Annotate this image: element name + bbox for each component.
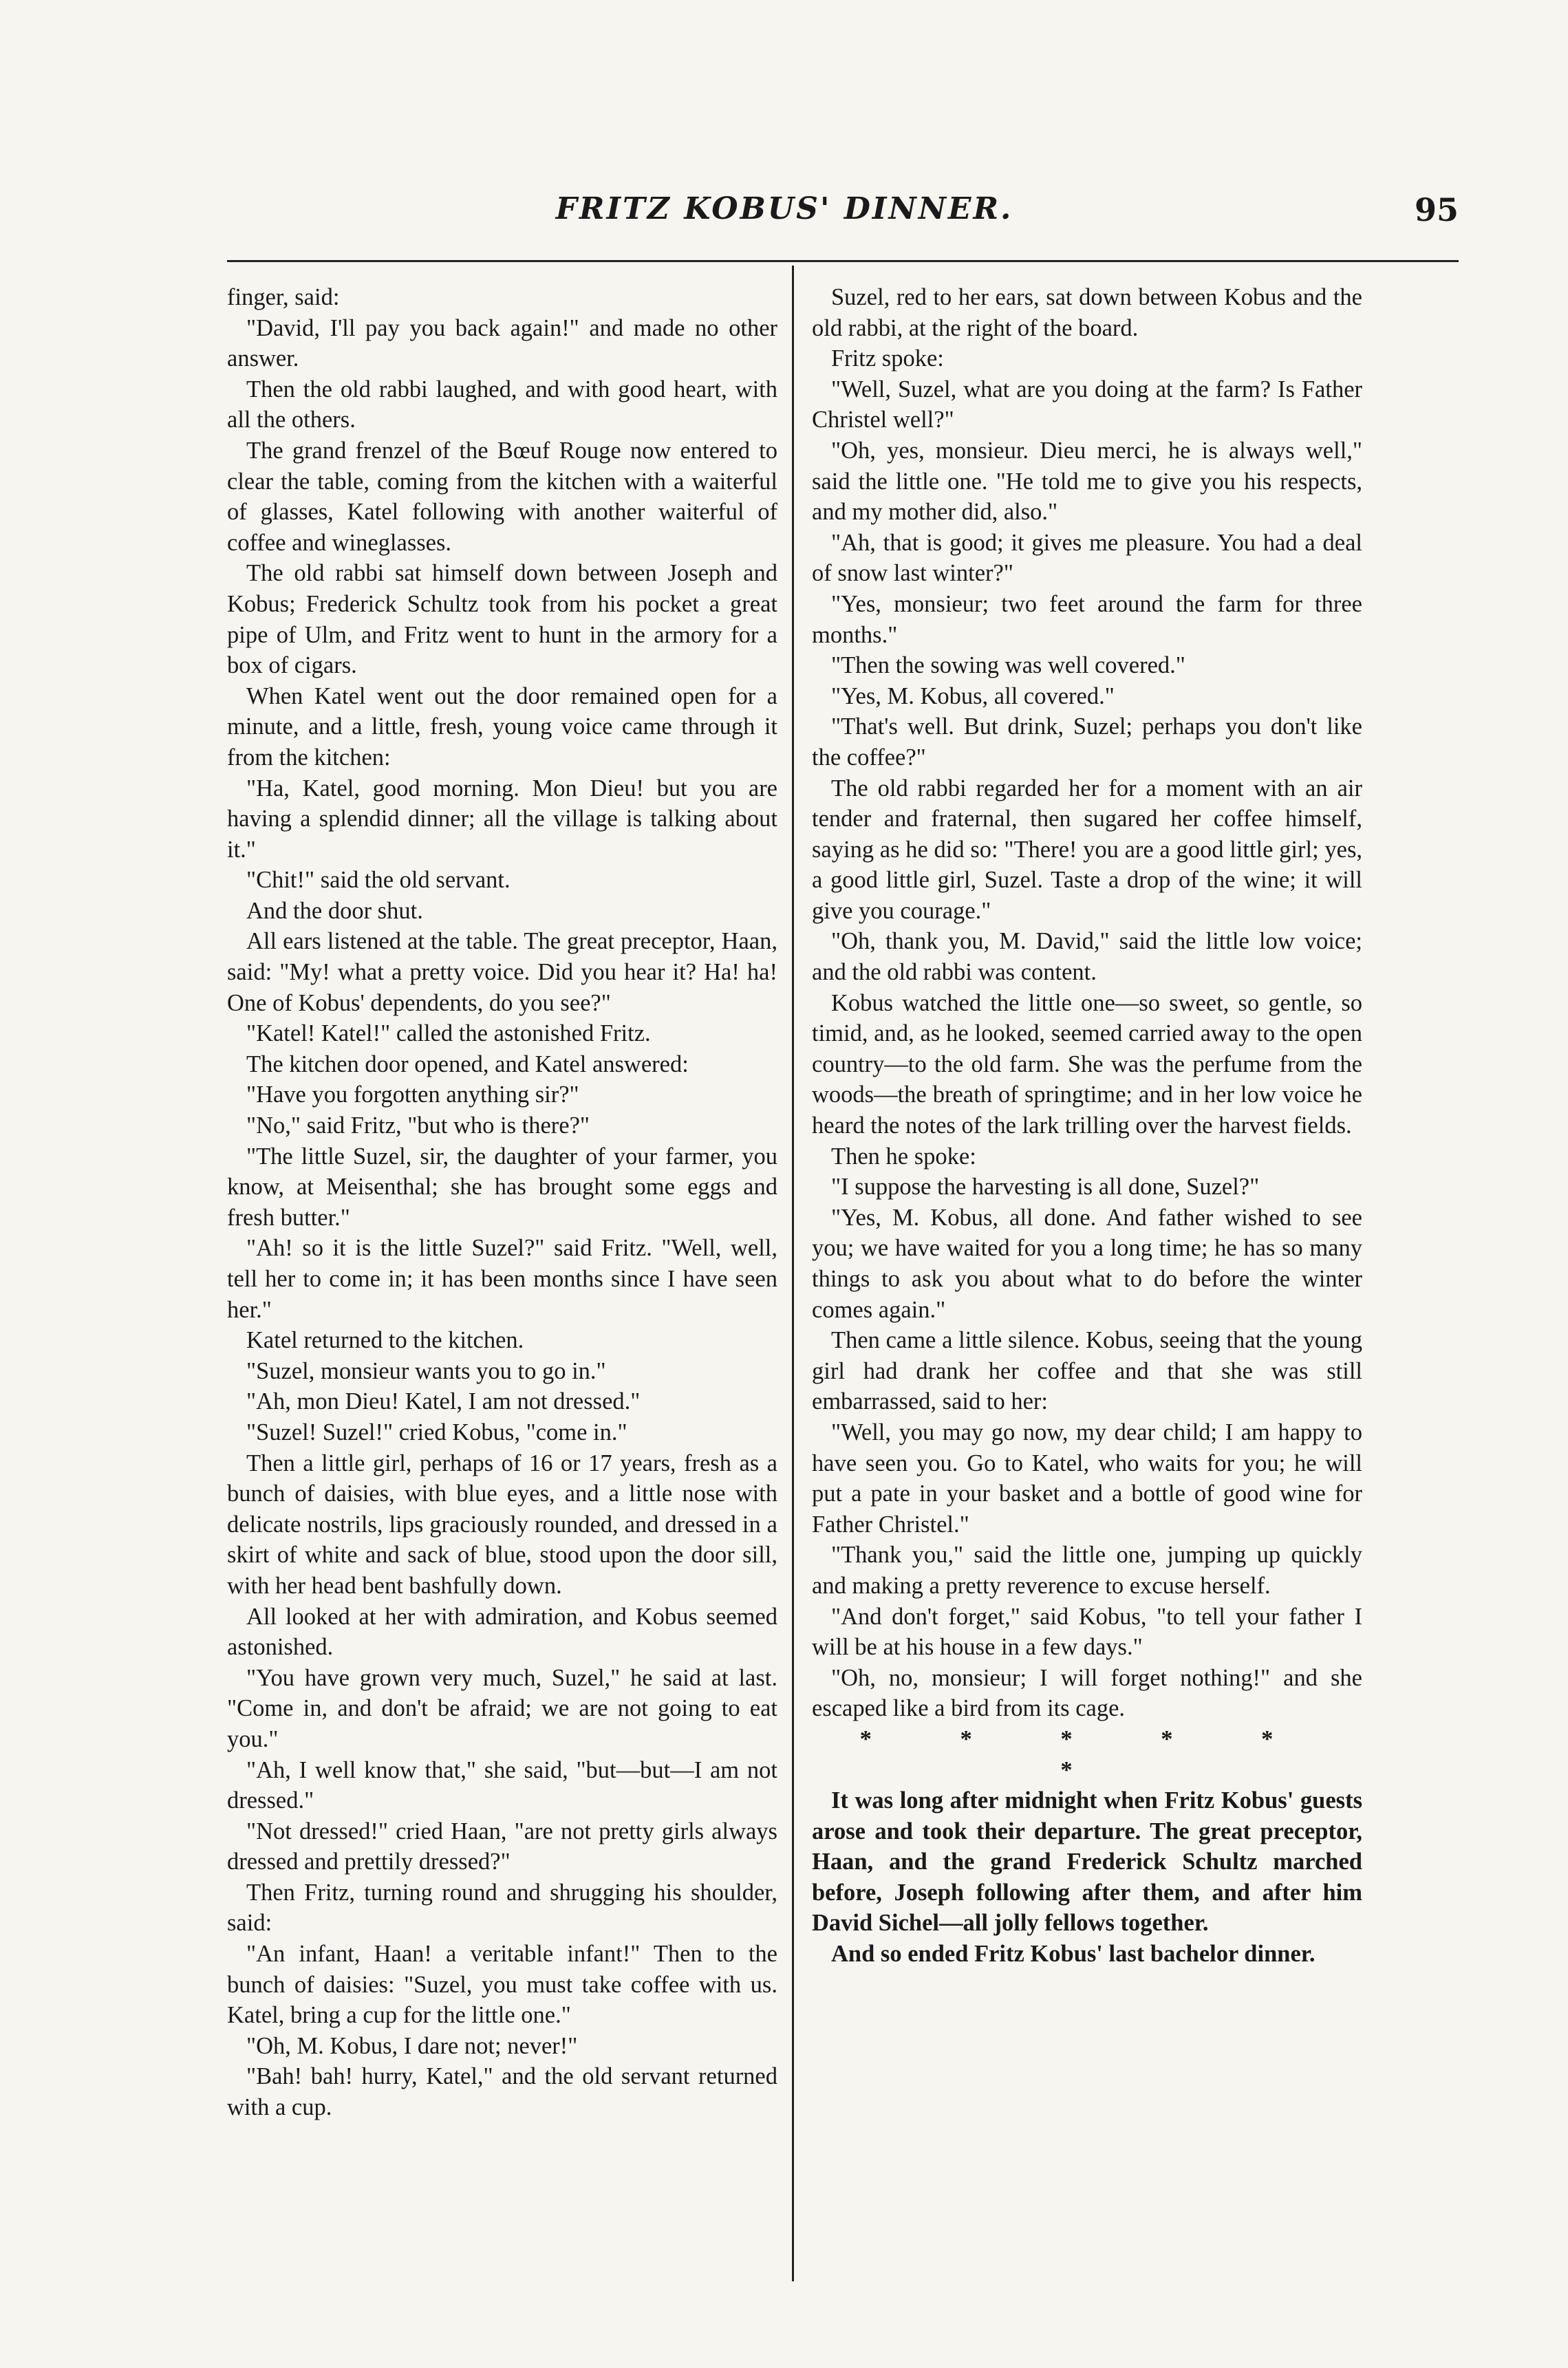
paragraph: "Oh, yes, monsieur. Dieu merci, he is always well," said the little one. "He told me to give you his respects, and my mother did, also." — [812, 437, 1362, 526]
header-rule — [227, 260, 1459, 262]
paragraph: Then came a little silence. Kobus, seeing that the young girl had drank her coffee and that she was still embarrassed, said to her: — [812, 1327, 1362, 1415]
paragraph: The kitchen door opened, and Katel answered: — [246, 1051, 689, 1077]
paragraph: Then Fritz, turning round and shrugging his shoulder, said: — [227, 1879, 777, 1937]
paragraph: "The little Suzel, sir, the daughter of your farmer, you know, at Meisenthal; she has brought some eggs and fresh butter." — [227, 1143, 777, 1231]
paragraph: "That's well. But drink, Suzel; perhaps you don't like the coffee?" — [812, 713, 1362, 771]
paragraph: "Then the sowing was well covered." — [831, 652, 1185, 679]
paragraph: "Yes, M. Kobus, all covered." — [831, 682, 1115, 709]
paragraph: "I suppose the harvesting is all done, Suzel?" — [831, 1174, 1260, 1201]
section-break: * * * * * * — [859, 1725, 1315, 1783]
page-number: 95 — [1414, 191, 1459, 228]
paragraph: "And don't forget," said Kobus, "to tell your father I will be at his house in a few days." — [812, 1603, 1362, 1661]
running-title: FRITZ KOBUS' DINNER. — [555, 191, 1013, 226]
paragraph: Kobus watched the little one—so sweet, so gentle, so timid, and, as he looked, seemed carried away to the open country—to the old farm. She was the perfume from the woods—the breath of springtime; and in her low voice he heard the notes of the lark trilling over the harvest fields. — [812, 989, 1362, 1139]
paragraph: "You have grown very much, Suzel," he said at last. "Come in, and don't be afraid; we are not going to eat you." — [227, 1664, 777, 1752]
paragraph: Fritz spoke: — [831, 345, 944, 372]
paragraph: Suzel, red to her ears, sat down between Kobus and the old rabbi, at the right of the board. — [812, 284, 1362, 341]
paragraph: "No," said Fritz, "but who is there?" — [246, 1112, 590, 1139]
paragraph: "Oh, no, monsieur; I will forget nothing!" and she escaped like a bird from its cage. — [812, 1664, 1362, 1722]
paragraph: "Ah, mon Dieu! Katel, I am not dressed." — [246, 1388, 641, 1415]
running-header — [0, 191, 1568, 239]
paragraph: "Yes, M. Kobus, all done. And father wished to see you; we have waited for you a long time; he has so many things to ask you about what to do before the winter comes again." — [812, 1204, 1362, 1323]
paragraph: "Bah! bah! hurry, Katel," and the old servant returned with a cup. — [227, 2063, 777, 2121]
paragraph: "Suzel, monsieur wants you to go in." — [246, 1357, 606, 1384]
paragraph: The old rabbi sat himself down between Joseph and Kobus; Frederick Schultz took from his pocket a great pipe of Ulm, and Fritz went to hunt in the armory for a box of cigars. — [227, 560, 777, 679]
paragraph: "Chit!" said the old servant. — [246, 867, 511, 894]
right-column — [812, 282, 1362, 1970]
paragraph: Then a little girl, perhaps of 16 or 17 years, fresh as a bunch of daisies, with blue eyes, and a little nose with delicate nostrils, lips graciously rounded, and dressed in a skirt of white and sack of blue, stood upon the door sill, with her head bent bashfully down. — [227, 1450, 777, 1599]
paragraph: All ears listened at the table. The great preceptor, Haan, said: "My! what a pretty voice. Did you hear it? Ha! ha! One of Kobus' dependents, do you see?" — [227, 928, 777, 1016]
paragraph: "Ah, I well know that," she said, "but—but—I am not dressed." — [227, 1756, 777, 1814]
left-column — [227, 282, 777, 2123]
paragraph: All looked at her with admiration, and Kobus seemed astonished. — [227, 1603, 777, 1661]
paragraph: finger, said: — [227, 284, 340, 310]
paragraph: "Suzel! Suzel!" cried Kobus, "come in." — [246, 1419, 627, 1445]
paragraph: "Ah! so it is the little Suzel?" said Fritz. "Well, well, tell her to come in; it has been months since I have seen her." — [227, 1235, 777, 1323]
paragraph: "Thank you," said the little one, jumping up quickly and making a pretty reverence to excuse herself. — [812, 1542, 1362, 1599]
paragraph: "Ha, Katel, good morning. Mon Dieu! but you are having a splendid dinner; all the village is talking about it." — [227, 775, 777, 863]
closing-paragraph: It was long after midnight when Fritz Kobus' guests arose and took their departure. The great preceptor, Haan, and the grand Frederick Schultz marched before, Joseph following after them, and after him David Sichel—all jolly fellows together. — [812, 1787, 1362, 1937]
paragraph: When Katel went out the door remained open for a minute, and a little, fresh, young voice came through it from the kitchen: — [227, 682, 777, 771]
paragraph: The grand frenzel of the Bœuf Rouge now entered to clear the table, coming from the kitchen with a waiterful of glasses, Katel following with another waiterful of coffee and wineglasses. — [227, 437, 777, 556]
paragraph: "Have you forgotten anything sir?" — [246, 1081, 579, 1108]
paragraph: Katel returned to the kitchen. — [246, 1327, 524, 1354]
closing-paragraph: And so ended Fritz Kobus' last bachelor dinner. — [831, 1941, 1315, 1968]
paragraph: "David, I'll pay you back again!" and made no other answer. — [227, 314, 777, 372]
paragraph: And the door shut. — [246, 897, 423, 924]
paragraph: Then he spoke: — [831, 1143, 976, 1170]
paragraph: "Oh, M. Kobus, I dare not; never!" — [246, 2032, 578, 2059]
paragraph: The old rabbi regarded her for a moment with an air tender and fraternal, then sugared her coffee himself, saying as he did so: "There! you are a good little girl; yes, a good little girl, Suzel. Taste a drop of the wine; it will give you courage." — [812, 775, 1362, 924]
paragraph: "Ah, that is good; it gives me pleasure. You had a deal of snow last winter?" — [812, 529, 1362, 587]
paragraph: "Yes, monsieur; two feet around the farm for three months." — [812, 590, 1362, 648]
paragraph: Then the old rabbi laughed, and with good heart, with all the others. — [227, 376, 777, 433]
paragraph: "Oh, thank you, M. David," said the little low voice; and the old rabbi was content. — [812, 928, 1362, 986]
paragraph: "An infant, Haan! a veritable infant!" Then to the bunch of daisies: "Suzel, you must take coffee with us. Katel, bring a cup for the little one." — [227, 1941, 777, 2029]
paragraph: "Well, you may go now, my dear child; I am happy to have seen you. Go to Katel, who waits for you; he will put a pate in your basket and a bottle of good wine for Father Christel." — [812, 1419, 1362, 1538]
column-divider — [792, 266, 794, 2281]
paragraph: "Katel! Katel!" called the astonished Fritz. — [246, 1020, 651, 1047]
paragraph: "Not dressed!" cried Haan, "are not pretty girls always dressed and prettily dressed?" — [227, 1818, 777, 1875]
paragraph: "Well, Suzel, what are you doing at the farm? Is Father Christel well?" — [812, 376, 1362, 433]
